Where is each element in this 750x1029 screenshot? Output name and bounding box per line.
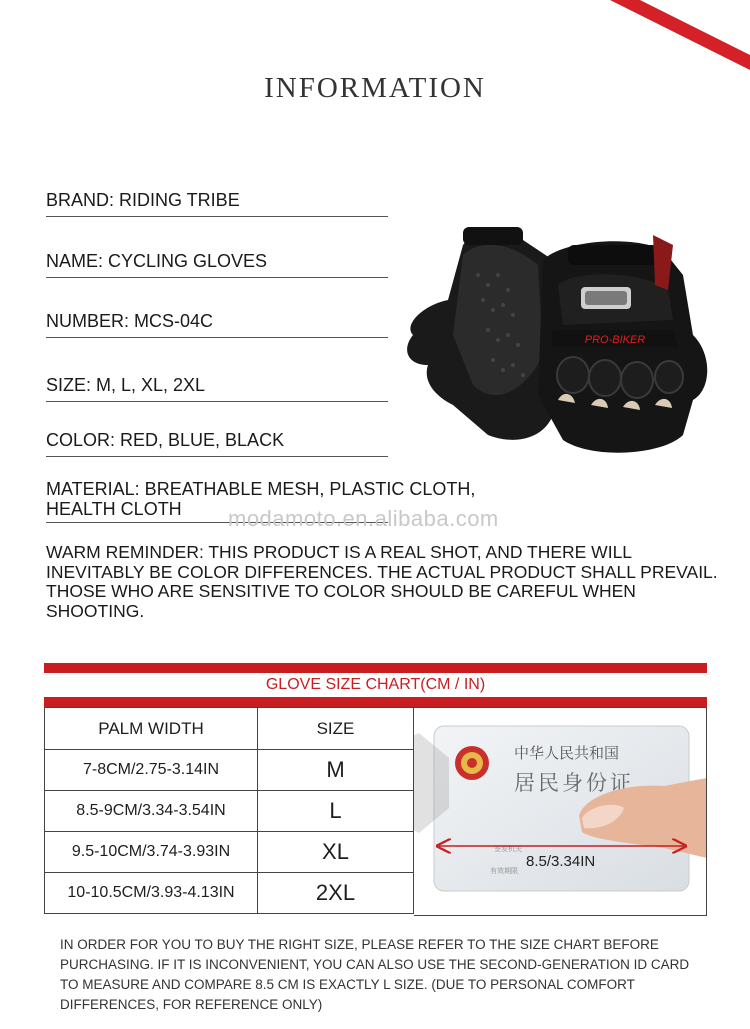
watermark-text: modamoto.en.alibaba.com [228,506,499,531]
right-glove-shape [538,235,707,453]
left-glove-shape [407,227,558,440]
info-number: NUMBER: MCS-04C [46,311,388,338]
footer-note: IN ORDER FOR YOU TO BUY THE RIGHT SIZE, PLEASE REFER TO THE SIZE CHART BEFORE PURCHASING. IF IT IS INCONVENIENT, YOU CAN ALSO USE THE SECOND-GENERATION ID CARD TO MEASURE AND COMPARE 8.5 CM IS EXACTLY L SIZE. (DUE TO PERSONAL COMFORT DIFFERENCES, FOR REFERENCE ONLY) [60,937,690,1012]
size-cell: 2XL [258,873,414,914]
info-brand: BRAND: RIDING TRIBE [46,190,388,217]
info-name: NAME: CYCLING GLOVES [46,251,388,278]
id-card-small-label-1: 签发机关 [494,845,522,853]
info-material-line1: MATERIAL: BREATHABLE MESH, PLASTIC CLOTH, [46,479,476,499]
palm-width-cell: 7-8CM/2.75-3.14IN [45,750,258,791]
id-card-subtitle: 居民身份证 [514,771,634,795]
size-chart-table [44,707,414,914]
palm-width-cell: 10-10.5CM/3.93-4.13IN [45,873,258,914]
id-card-small-label-2: 有效期限 [490,867,518,875]
warm-reminder-text: WARM REMINDER: THIS PRODUCT IS A REAL SHOT, AND THERE WILL INEVITABLY BE COLOR DIFFERENCES. THE ACTUAL PRODUCT SHALL PREVAIL. THOSE WHO ARE SENSITIVE TO COLOR SHOULD BE CAREFUL WHEN SHOOTING. [46,542,718,621]
measure-label: 8.5/3.34IN [526,853,596,870]
size-cell: L [258,791,414,832]
size-cell: XL [258,832,414,873]
size-chart-title: GLOVE SIZE CHART(CM / IN) [44,673,707,697]
table-row [45,832,414,873]
info-material-line2: HEALTH CLOTH [46,499,182,519]
glove-brand-label: PRO-BIKER [584,334,646,346]
palm-width-cell: 9.5-10CM/3.74-3.93IN [45,832,258,873]
size-chart-banner [44,663,707,707]
gloves-photo [393,215,723,465]
table-row [45,750,414,791]
page-title: INFORMATION [264,72,486,104]
info-color: COLOR: RED, BLUE, BLACK [46,430,388,457]
table-row [45,791,414,832]
size-cell: M [258,750,414,791]
size-table-header-row [45,708,414,750]
palm-width-cell: 8.5-9CM/3.34-3.54IN [45,791,258,832]
id-card-measure-photo [414,707,707,916]
national-emblem-icon [455,746,489,780]
id-card-title: 中华人民共和国 [514,744,620,762]
corner-stripe-decoration [0,0,750,80]
info-size: SIZE: M, L, XL, 2XL [46,375,388,402]
header-size: SIZE [258,708,414,750]
header-palm-width: PALM WIDTH [45,708,258,750]
table-row [45,873,414,914]
